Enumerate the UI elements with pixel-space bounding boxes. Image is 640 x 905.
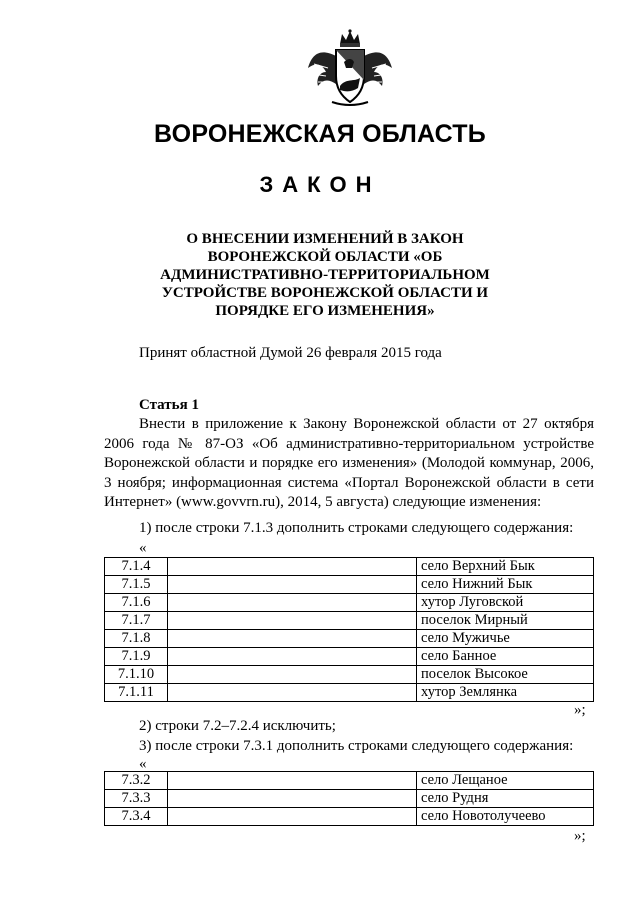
- settlement-name: село Нижний Бык: [417, 576, 594, 594]
- row-number: 7.3.3: [105, 790, 168, 808]
- table-row: [105, 790, 594, 808]
- settlement-name: село Банное: [417, 648, 594, 666]
- law-title-line: О ВНЕСЕНИИ ИЗМЕНЕНИЙ В ЗАКОН: [186, 231, 464, 247]
- item-1: 1) после строки 7.1.3 дополнить строками следующего содержания:: [139, 520, 574, 536]
- adoption-date: Принят областной Думой 26 февраля 2015 года: [139, 345, 442, 361]
- row-number: 7.1.11: [105, 684, 168, 702]
- article-intro: Внести в приложение к Закону Воронежской области от 27 октября 2006 года № 87-ОЗ «Об административно-территориальном устройстве Воронежской области и порядке его изменения» (Молодой коммунар, 2006, 3 ноября; информационная система «Портал Воронежской области в сети Интернет» (www.govvrn.ru), 2014, 5 августа) следующие изменения:: [104, 416, 594, 510]
- settlement-name: село Мужичье: [417, 630, 594, 648]
- table-row: [105, 808, 594, 826]
- law-title-line: ВОРОНЕЖСКОЙ ОБЛАСТИ «ОБ: [207, 249, 443, 265]
- settlement-name: поселок Мирный: [417, 612, 594, 630]
- law-title-line: ПОРЯДКЕ ЕГО ИЗМЕНЕНИЯ»: [215, 303, 435, 319]
- close-quote: »;: [574, 828, 586, 844]
- close-quote: »;: [574, 702, 586, 718]
- row-number: 7.1.10: [105, 666, 168, 684]
- table-row: [105, 772, 594, 790]
- settlement-name: хутор Луговской: [417, 594, 594, 612]
- table-row: [105, 612, 594, 630]
- table-row: [105, 666, 594, 684]
- law-title-line: УСТРОЙСТВЕ ВОРОНЕЖСКОЙ ОБЛАСТИ И: [161, 285, 489, 301]
- region-title: ВОРОНЕЖСКАЯ ОБЛАСТЬ: [154, 120, 486, 148]
- item-3: 3) после строки 7.3.1 дополнить строками следующего содержания:: [139, 738, 574, 754]
- settlement-name: поселок Высокое: [417, 666, 594, 684]
- settlement-name: село Верхний Бык: [417, 558, 594, 576]
- row-number: 7.1.7: [105, 612, 168, 630]
- table-row: [105, 558, 594, 576]
- row-number: 7.3.2: [105, 772, 168, 790]
- settlements-table-1: [104, 557, 594, 702]
- table-row: [105, 630, 594, 648]
- row-number: 7.3.4: [105, 808, 168, 826]
- row-number: 7.1.8: [105, 630, 168, 648]
- row-number: 7.1.6: [105, 594, 168, 612]
- row-number: 7.1.9: [105, 648, 168, 666]
- law-label: ЗАКОН: [259, 172, 381, 197]
- settlements-table-2: [104, 771, 594, 826]
- open-quote: «: [139, 540, 147, 556]
- item-2: 2) строки 7.2–7.2.4 исключить;: [139, 718, 336, 734]
- table-row: [105, 684, 594, 702]
- article-heading: Статья 1: [139, 397, 199, 413]
- table-row: [105, 576, 594, 594]
- open-quote: «: [139, 756, 147, 772]
- row-number: 7.1.4: [105, 558, 168, 576]
- settlement-name: село Рудня: [417, 790, 594, 808]
- voronezh-coat-of-arms-icon: [306, 28, 394, 108]
- settlement-name: село Новотолучеево: [417, 808, 594, 826]
- settlement-name: хутор Землянка: [417, 684, 594, 702]
- law-title: [150, 230, 500, 320]
- settlement-name: село Лещаное: [417, 772, 594, 790]
- table-row: [105, 648, 594, 666]
- row-number: 7.1.5: [105, 576, 168, 594]
- law-title-line: АДМИНИСТРАТИВНО-ТЕРРИТОРИАЛЬНОМ: [160, 267, 490, 283]
- table-row: [105, 594, 594, 612]
